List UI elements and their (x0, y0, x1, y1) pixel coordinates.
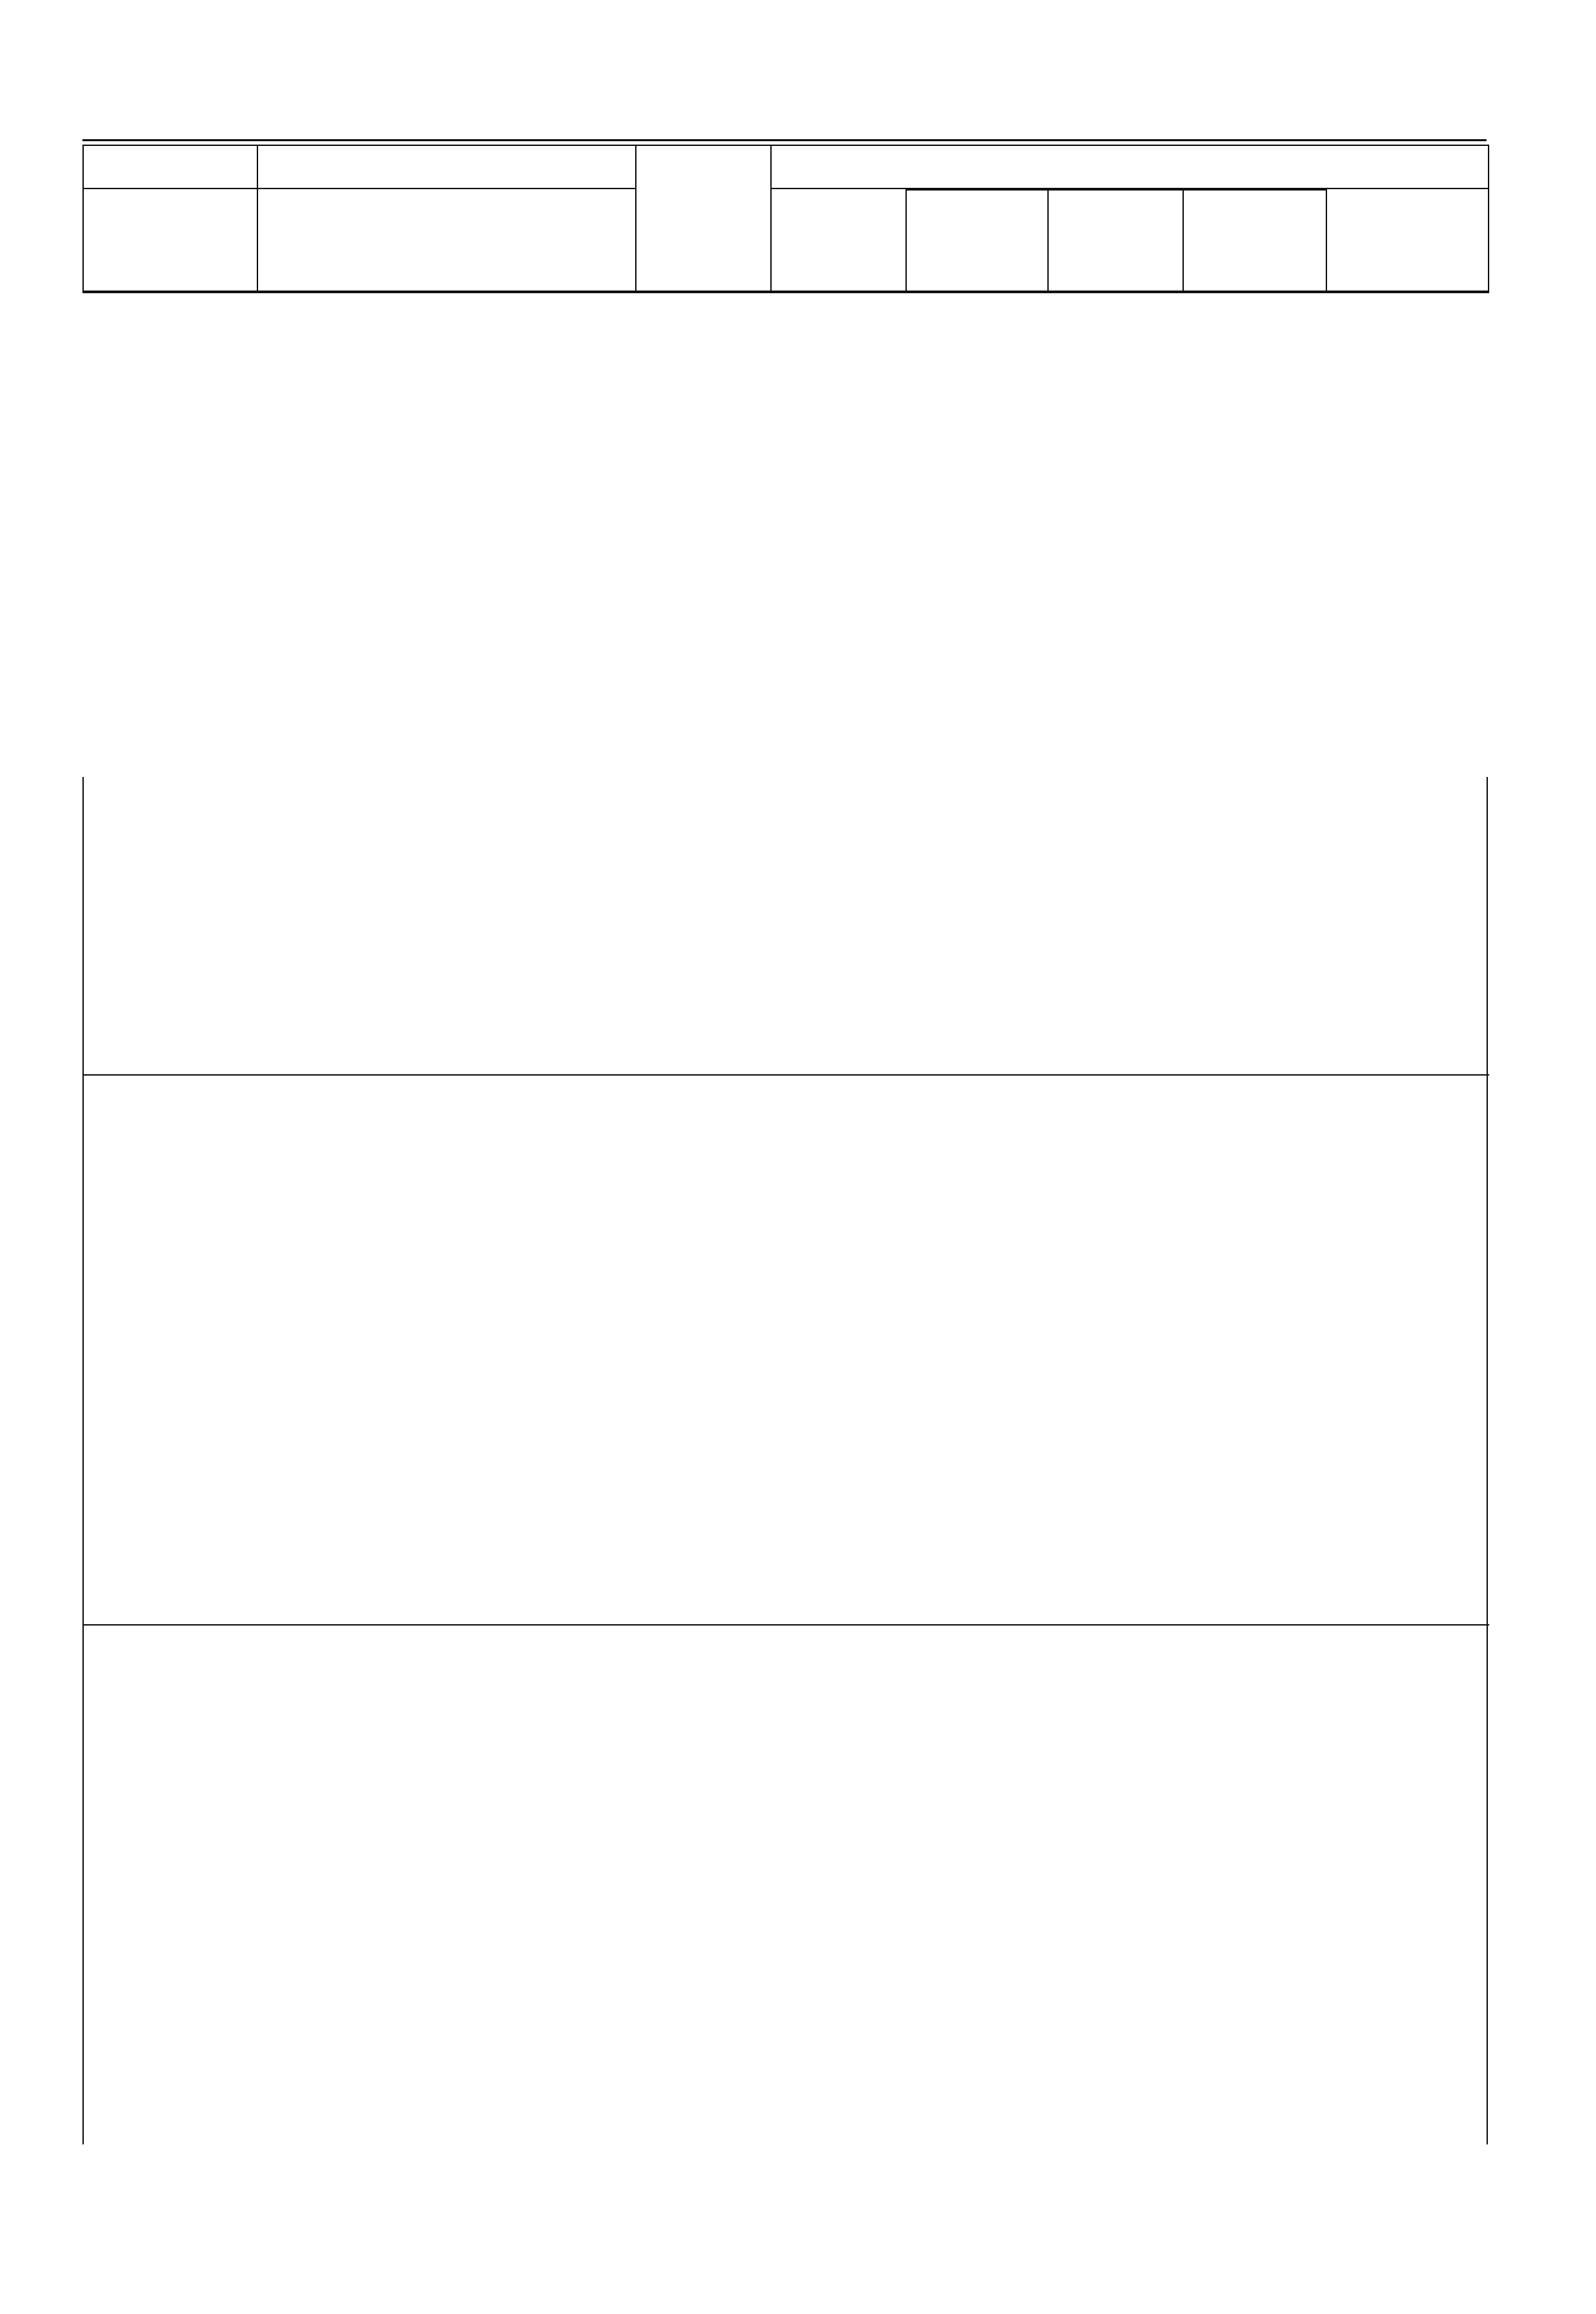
head-c1-bottom (83, 188, 257, 291)
col-number (636, 291, 771, 293)
col-number (1326, 291, 1489, 293)
col-number (1183, 291, 1326, 293)
table-002 (82, 1624, 1489, 1626)
head-incl (771, 145, 1489, 188)
col-number (771, 291, 906, 293)
table-001-subheader (257, 1075, 1489, 1076)
subheader-spacer (83, 1625, 257, 1626)
col-number (906, 291, 1048, 293)
head-c8 (1326, 188, 1489, 291)
col-number (83, 291, 257, 293)
head-c1-top (83, 145, 257, 188)
head-c4 (771, 188, 906, 291)
subheader-spacer (83, 1075, 257, 1076)
col-number (257, 291, 636, 293)
head-c6 (1048, 190, 1183, 291)
page-frame (82, 777, 1488, 2144)
table-head (83, 145, 1489, 293)
head-c5 (906, 190, 1048, 291)
head-c2-top (257, 145, 636, 188)
table-002-subheader (257, 1625, 1489, 1626)
col-number (1048, 291, 1183, 293)
head-c7 (1183, 190, 1326, 291)
rates-table-top (82, 145, 1489, 293)
header-rule (82, 139, 1487, 141)
head-c3 (636, 145, 771, 291)
head-c2-bottom (257, 188, 636, 291)
table-001 (82, 1074, 1489, 1076)
